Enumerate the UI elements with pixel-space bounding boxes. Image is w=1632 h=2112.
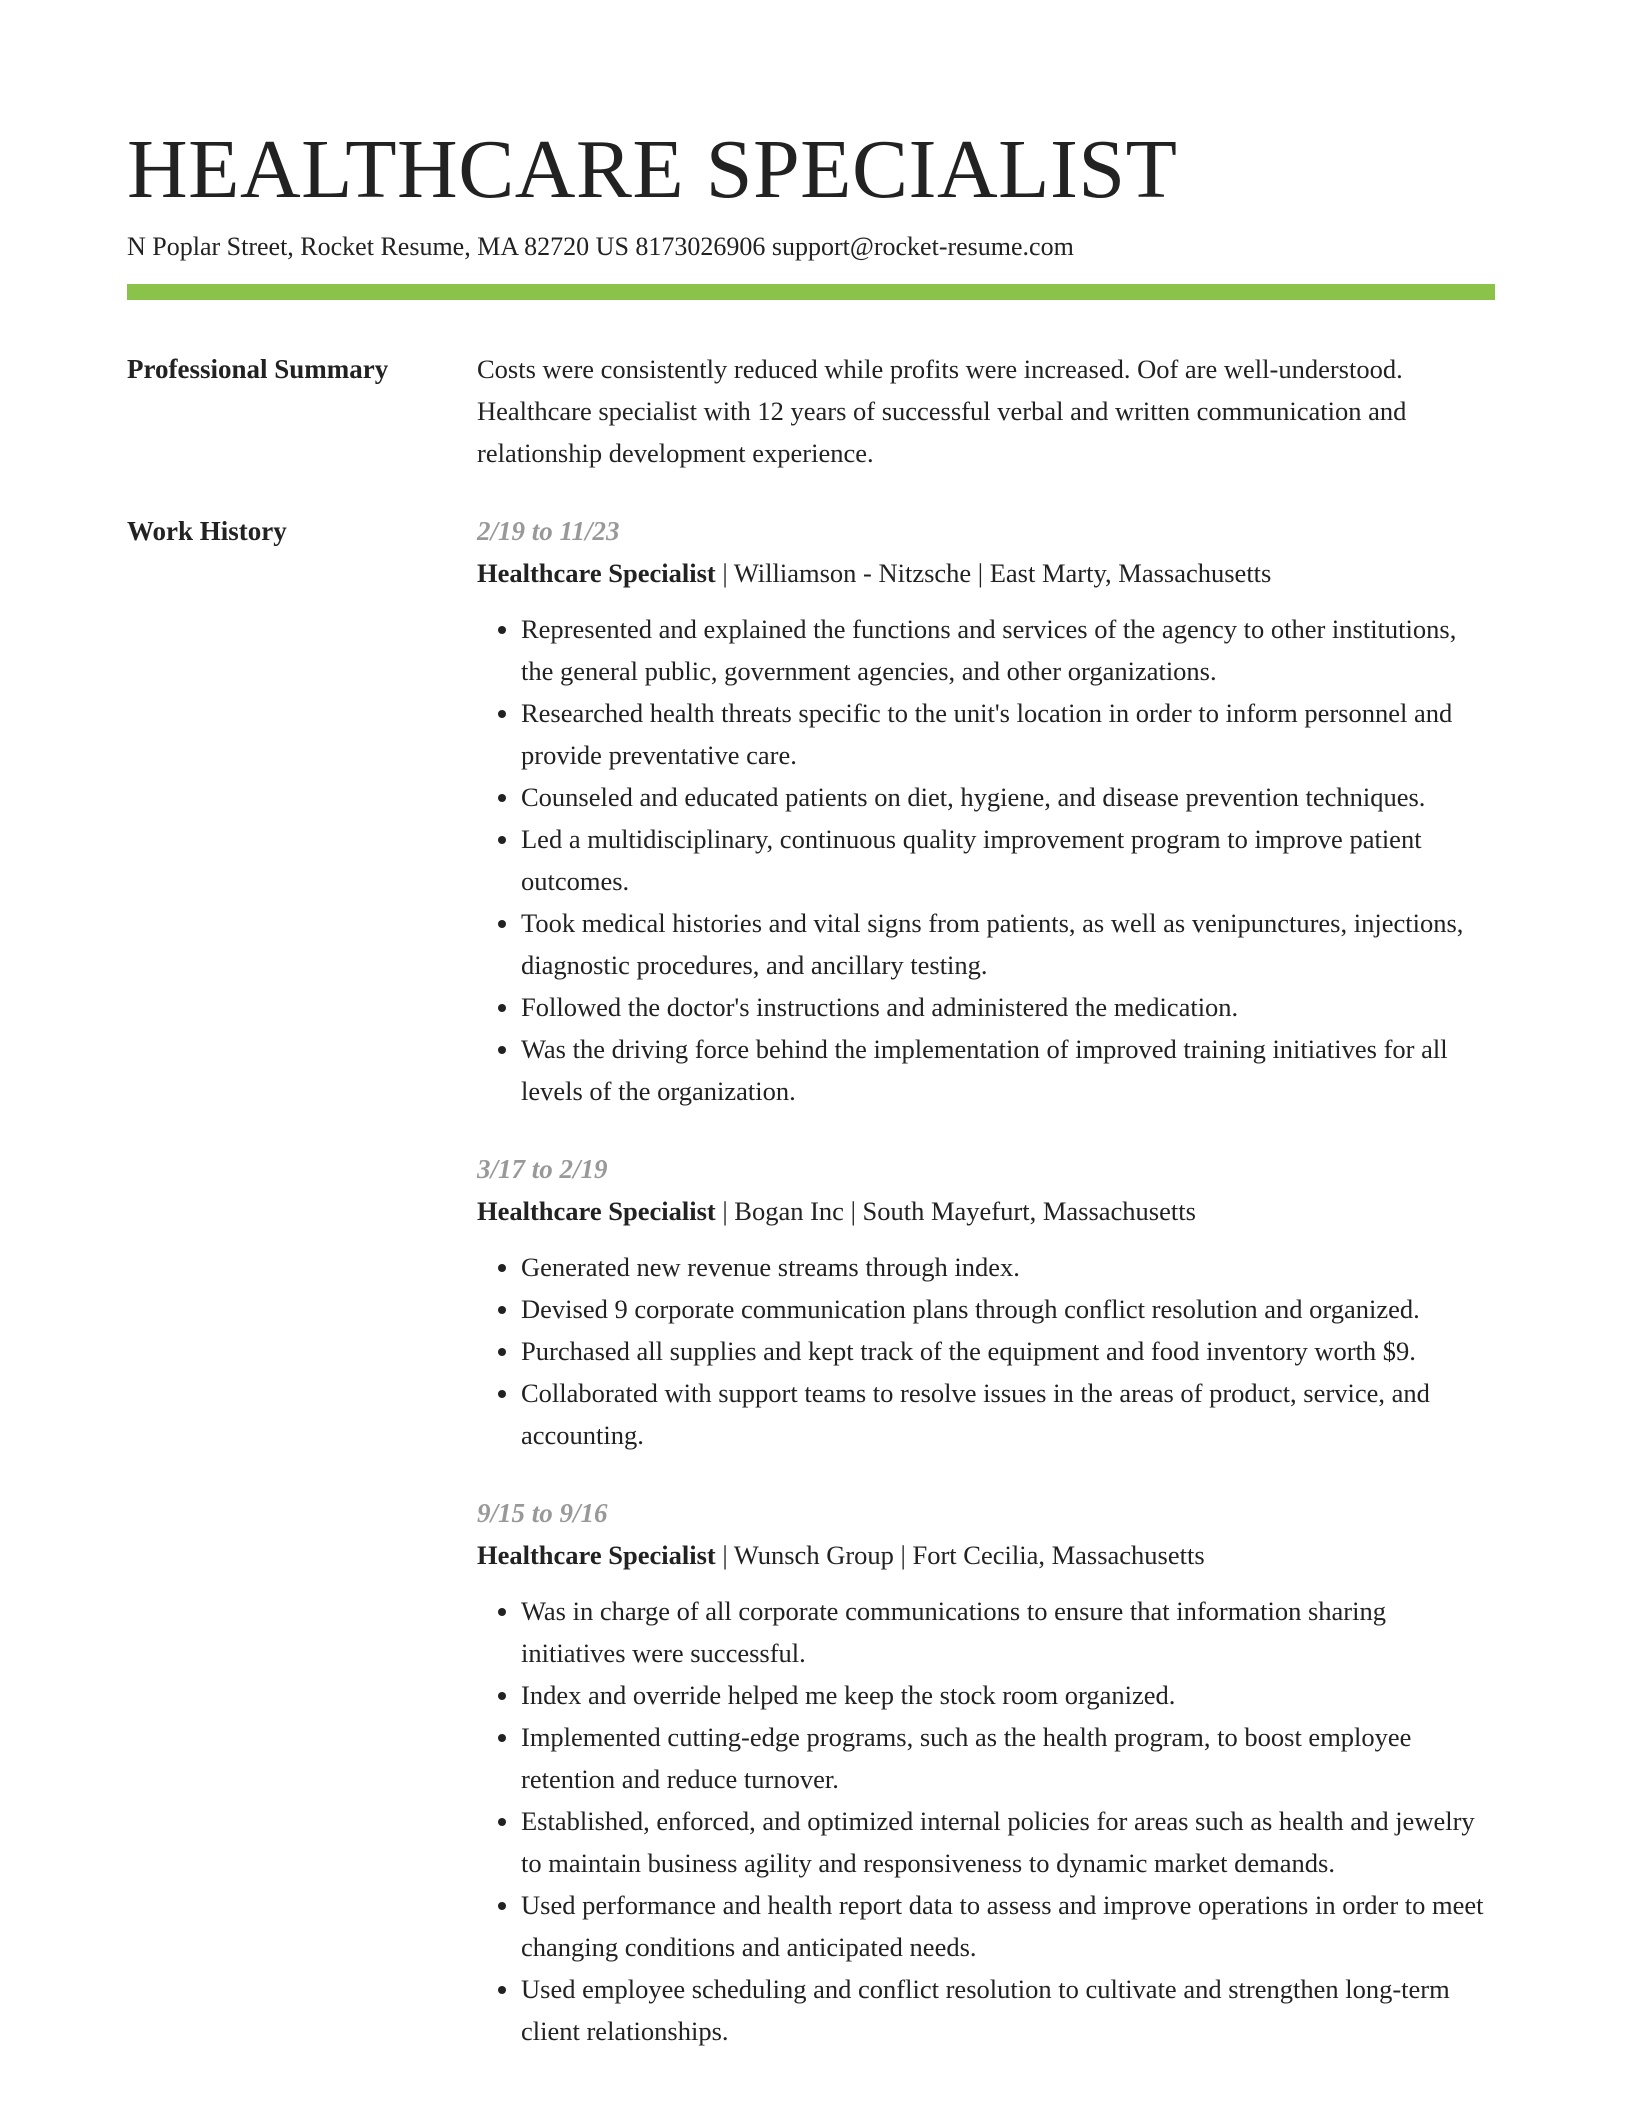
- job-bullets: [477, 608, 1495, 1112]
- candidate-name: HEALTHCARE SPECIALIST: [127, 123, 1178, 216]
- work-history-list: [477, 510, 1495, 2052]
- job-bullets: [477, 1246, 1495, 1456]
- job-bullet: • Index and override helped me keep the stock room organized.: [521, 1674, 1495, 1716]
- job-company: Bogan Inc: [734, 1196, 844, 1226]
- job-heading: [477, 552, 1495, 594]
- job-bullet: • Purchased all supplies and kept track of the equipment and food inventory worth $9.: [521, 1330, 1495, 1372]
- job-entry: [477, 510, 1495, 1112]
- job-bullet: • Followed the doctor's instructions and administered the medication.: [521, 986, 1495, 1028]
- summary-section: [127, 348, 1495, 474]
- job-bullet: • Devised 9 corporate communication plans through conflict resolution and organized.: [521, 1288, 1495, 1330]
- job-company: Williamson - Nitzsche: [733, 558, 972, 588]
- job-separator: |: [893, 1540, 913, 1570]
- header-divider: [127, 284, 1495, 300]
- job-bullet: • Represented and explained the functions and services of the agency to other institutions, the general public, government agencies, and other organizations.: [521, 608, 1495, 692]
- job-separator: |: [843, 1196, 863, 1226]
- job-title: Healthcare Specialist: [477, 1540, 716, 1570]
- job-bullet: • Researched health threats specific to the unit's location in order to inform personnel and provide preventative care.: [521, 692, 1495, 776]
- job-heading: [477, 1534, 1495, 1576]
- job-location: South Mayefurt, Massachusetts: [862, 1196, 1196, 1226]
- job-title: Healthcare Specialist: [477, 1196, 716, 1226]
- job-entry: [477, 1492, 1495, 2052]
- work-history-section: [127, 510, 1495, 2052]
- job-entry: [477, 1148, 1495, 1456]
- job-separator: |: [715, 1540, 734, 1570]
- job-bullet: • Generated new revenue streams through index.: [521, 1246, 1495, 1288]
- job-bullet: • Was in charge of all corporate communications to ensure that information sharing initiatives were successful.: [521, 1590, 1495, 1674]
- job-bullet: • Counseled and educated patients on diet, hygiene, and disease prevention techniques.: [521, 776, 1495, 818]
- job-bullet: • Took medical histories and vital signs from patients, as well as venipunctures, injections, diagnostic procedures, and ancillary testing.: [521, 902, 1495, 986]
- resume-page: [127, 120, 1495, 2052]
- job-separator: |: [715, 558, 734, 588]
- job-bullet: • Used performance and health report data to assess and improve operations in order to meet changing conditions and anticipated needs.: [521, 1884, 1495, 1968]
- job-bullet: • Implemented cutting-edge programs, such as the health program, to boost employee retention and reduce turnover.: [521, 1716, 1495, 1800]
- work-history-label: Work History: [127, 516, 287, 546]
- job-bullet: • Established, enforced, and optimized internal policies for areas such as health and jewelry to maintain business agility and responsiveness to dynamic market demands.: [521, 1800, 1495, 1884]
- job-location: East Marty, Massachusetts: [989, 558, 1272, 588]
- job-bullet: • Led a multidisciplinary, continuous quality improvement program to improve patient outcomes.: [521, 818, 1495, 902]
- job-dates: 9/15 to 9/16: [477, 1498, 608, 1528]
- job-separator: |: [971, 558, 990, 588]
- summary-text: Costs were consistently reduced while profits were increased. Oof are well-understood. Healthcare specialist with 12 years of successful verbal and written communication and relationship development experience.: [477, 354, 1407, 468]
- summary-label: Professional Summary: [127, 354, 389, 384]
- job-bullet: • Used employee scheduling and conflict resolution to cultivate and strengthen long-term client relationships.: [521, 1968, 1495, 2052]
- job-bullets: [477, 1590, 1495, 2052]
- contact-info: N Poplar Street, Rocket Resume, MA 82720 US 8173026906 support@rocket-resume.com: [127, 232, 1074, 261]
- job-bullet: • Was the driving force behind the implementation of improved training initiatives for all levels of the organization.: [521, 1028, 1495, 1112]
- job-bullet: • Collaborated with support teams to resolve issues in the areas of product, service, and accounting.: [521, 1372, 1495, 1456]
- job-separator: |: [715, 1196, 735, 1226]
- job-heading: [477, 1190, 1495, 1232]
- job-location: Fort Cecilia, Massachusetts: [912, 1540, 1205, 1570]
- job-dates: 3/17 to 2/19: [477, 1154, 608, 1184]
- job-title: Healthcare Specialist: [477, 558, 716, 588]
- job-dates: 2/19 to 11/23: [477, 516, 620, 546]
- job-company: Wunsch Group: [733, 1540, 894, 1570]
